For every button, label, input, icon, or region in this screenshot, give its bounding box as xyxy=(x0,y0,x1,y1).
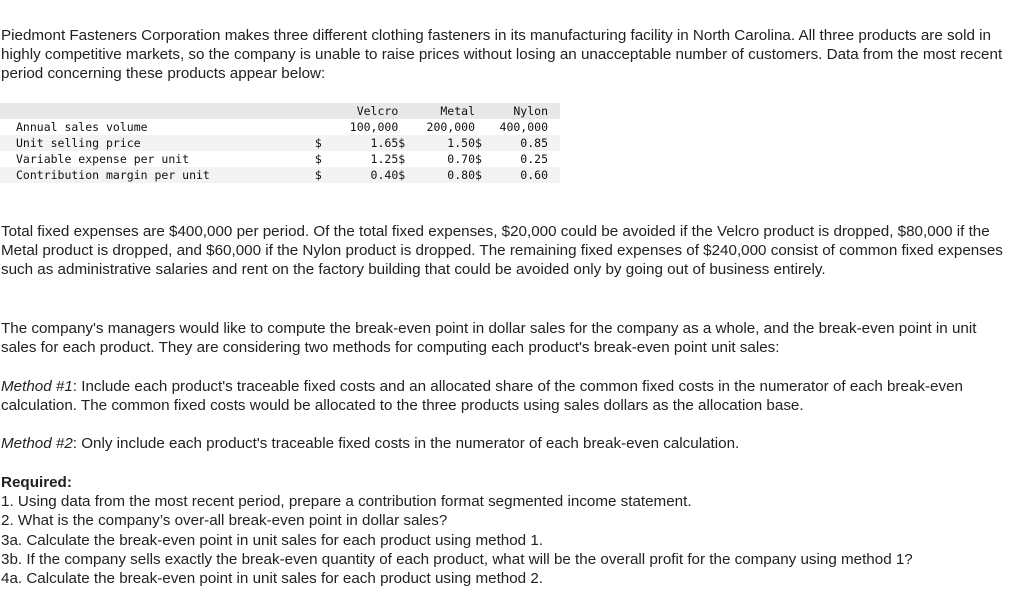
currency-symbol: $ xyxy=(315,167,336,183)
managers-paragraph: The company's managers would like to compute the break-even point in dollar sales for the company as a whole, and the break-even point in unit sales for each product. They are considering two methods for computing each product's break-even point unit sales: xyxy=(1,320,977,357)
required-item-2: 2. What is the company’s over-all break-even point in dollar sales? xyxy=(1,512,448,530)
column-header-metal: Metal xyxy=(416,103,475,119)
required-item-1: 1. Using data from the most recent period, prepare a contribution format segmented income statement. xyxy=(1,493,692,511)
table-header-row xyxy=(0,103,560,119)
cell-nylon: 400,000 xyxy=(492,119,560,135)
method2-text: : Only include each product's traceable fixed costs in the numerator of each break-even calculation. xyxy=(72,435,740,452)
cell-metal: 0.70 xyxy=(416,151,475,167)
method2-label: Method #2 xyxy=(1,435,73,452)
required-item-3a: 3a. Calculate the break-even point in unit sales for each product using method 1. xyxy=(1,531,544,549)
currency-symbol: $ xyxy=(398,167,415,183)
cell-metal: 0.80 xyxy=(416,167,475,183)
currency-symbol: $ xyxy=(315,135,336,151)
method2-paragraph xyxy=(1,434,1011,453)
cell-velcro: 100,000 xyxy=(336,119,398,135)
required-heading: Required: xyxy=(1,474,72,491)
fixed-expenses-paragraph: Total fixed expenses are $400,000 per period. Of the total fixed expenses, $20,000 could be avoided if the Velcro product is dropped, $80,000 if the Metal product is dropped, and $60,000 if the Nylon product is dropped. The remaining fixed expenses of $240,000 consist of common fixed expenses such as administrative salaries and rent on the factory building that could be avoided only by going out of business entirely. xyxy=(1,223,1003,279)
table-row xyxy=(0,119,560,135)
currency-symbol: $ xyxy=(475,167,492,183)
cell-velcro: 0.40 xyxy=(336,167,398,183)
currency-symbol: $ xyxy=(315,151,336,167)
cell-metal: 1.50 xyxy=(416,135,475,151)
product-data-table xyxy=(0,103,560,185)
currency-symbol: $ xyxy=(475,151,492,167)
table-row xyxy=(0,151,560,167)
currency-symbol xyxy=(398,119,415,135)
required-item-3b: 3b. If the company sells exactly the break-even quantity of each product, what will be the overall profit for the company using method 1? xyxy=(1,550,913,568)
cell-nylon: 0.60 xyxy=(492,167,560,183)
method1-text: : Include each product's traceable fixed costs and an allocated share of the common fixed costs in the numerator of each break-even calculation. The common fixed costs would be allocated to the three products using sales dollars as the allocation base. xyxy=(1,378,963,415)
row-label: Variable expense per unit xyxy=(0,151,315,167)
method1-paragraph xyxy=(1,377,1011,415)
currency-symbol: $ xyxy=(475,135,492,151)
required-item-4a: 4a. Calculate the break-even point in unit sales for each product using method 2. xyxy=(1,570,544,588)
currency-symbol: $ xyxy=(398,151,415,167)
row-label: Contribution margin per unit xyxy=(0,167,315,183)
table-row xyxy=(0,167,560,183)
intro-paragraph: Piedmont Fasteners Corporation makes three different clothing fasteners in its manufacturing facility in North Carolina. All three products are sold in highly competitive markets, so the company is unable to raise prices without losing an unacceptable number of customers. Data from the most recent period concerning these products appear below: xyxy=(1,27,1003,83)
row-label: Unit selling price xyxy=(0,135,315,151)
column-header-nylon: Nylon xyxy=(492,103,560,119)
cell-velcro: 1.25 xyxy=(336,151,398,167)
currency-symbol xyxy=(315,119,336,135)
column-header-velcro: Velcro xyxy=(336,103,398,119)
cell-nylon: 0.25 xyxy=(492,151,560,167)
required-section xyxy=(1,473,1011,588)
currency-symbol xyxy=(475,119,492,135)
cell-nylon: 0.85 xyxy=(492,135,560,151)
row-label: Annual sales volume xyxy=(0,119,315,135)
cell-metal: 200,000 xyxy=(416,119,475,135)
cell-velcro: 1.65 xyxy=(336,135,398,151)
table-row xyxy=(0,135,560,151)
method1-label: Method #1 xyxy=(1,378,73,395)
currency-symbol: $ xyxy=(398,135,415,151)
